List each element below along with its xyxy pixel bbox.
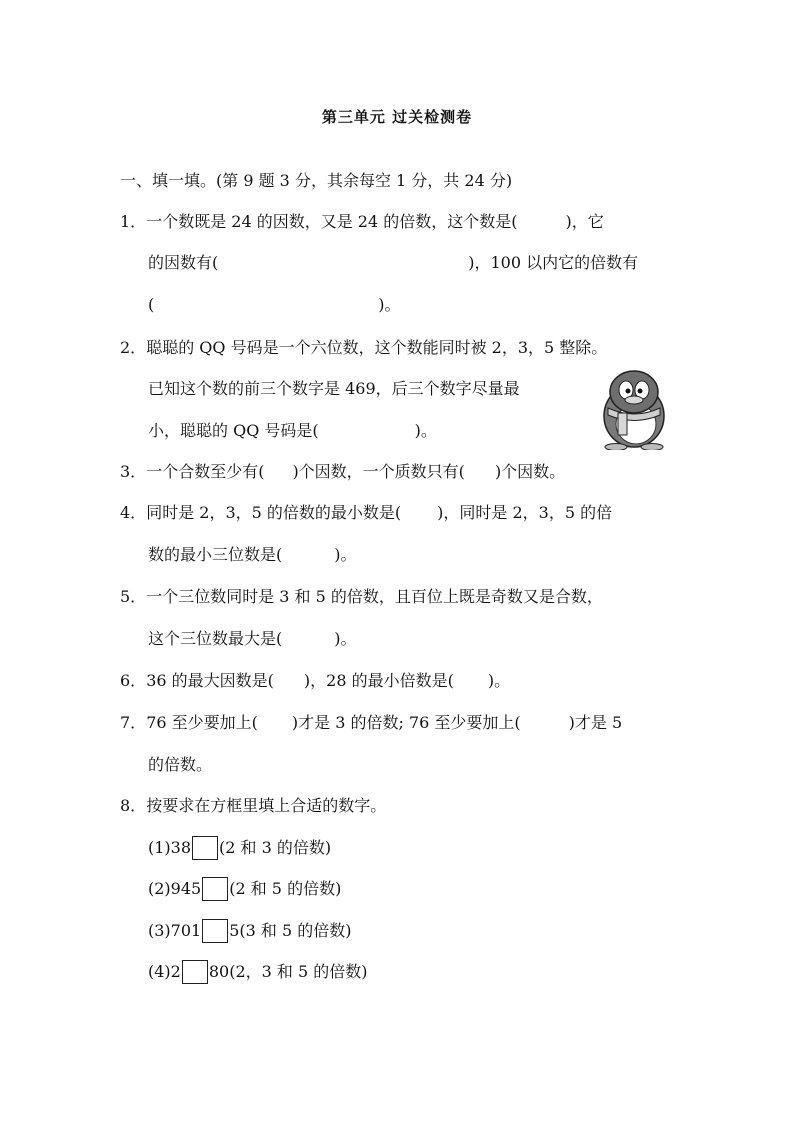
q1-text-d: )，100 以内它的倍数有: [468, 253, 639, 272]
q5-text-b: 这个三位数最大是(: [148, 629, 283, 648]
q7-text-b: )才是 3 的倍数; 76 至少要加上(: [291, 713, 521, 732]
q7-line2: 的倍数。: [148, 755, 213, 774]
q2-line2: 已知这个数的前三个数字是 469，后三个数字尽量最: [148, 379, 520, 398]
q8-item-suffix: (2 和 5 的倍数): [229, 879, 342, 898]
q4-text-b: )，同时是 2，3，5 的倍: [437, 503, 613, 522]
q4-line2: [148, 544, 357, 566]
q2-text-a: 聪聪的 QQ 号码是一个六位数，这个数能同时被 2，3，5 整除。: [146, 338, 608, 357]
q7-number: 7．: [120, 713, 147, 732]
q2-text-c: )。: [414, 421, 437, 440]
q8-item-suffix: (2 和 3 的倍数): [219, 838, 332, 857]
q4-number: 4．: [120, 503, 147, 522]
section-heading: 一、填一填。(第 9 题 3 分，其余每空 1 分，共 24 分): [120, 171, 513, 190]
q3-line: [120, 461, 565, 483]
digit-box[interactable]: [202, 919, 228, 943]
q7-text-c: )才是 5: [568, 713, 623, 732]
q8-text: 按要求在方框里填上合适的数字。: [146, 796, 387, 815]
q4-text-c: 数的最小三位数是(: [148, 545, 283, 564]
q6-text-b: )，28 的最小倍数是(: [303, 671, 454, 690]
q5-line1: [120, 586, 603, 608]
q5-number: 5．: [120, 587, 147, 606]
q3-text-c: )个因数。: [494, 462, 566, 481]
q8-item-3: [148, 919, 352, 943]
q3-number: 3．: [120, 462, 147, 481]
q5-text-c: )。: [334, 629, 357, 648]
penguin-icon: [596, 368, 672, 450]
q1-line1: [120, 211, 604, 233]
q4-line1: [120, 502, 612, 524]
q8-line: [120, 795, 386, 817]
q3-text-a: 一个合数至少有(: [146, 462, 265, 481]
q8-item-prefix: (3)701: [148, 921, 202, 940]
page-title: 第三单元 过关检测卷: [321, 108, 473, 126]
q8-item-prefix: (4)2: [148, 962, 181, 981]
q2-number: 2．: [120, 338, 147, 357]
q8-item-1: [148, 836, 331, 860]
digit-box[interactable]: [202, 877, 228, 901]
q1-text-a: 一个数既是 24 的因数，又是 24 的倍数，这个数是(: [146, 212, 518, 231]
q2-text-b: 小，聪聪的 QQ 号码是(: [148, 421, 319, 440]
q2-line1: [120, 337, 607, 359]
digit-box[interactable]: [182, 960, 208, 984]
q8-item-prefix: (1)38: [148, 838, 192, 857]
digit-box[interactable]: [192, 836, 218, 860]
q8-item-suffix: 80(2，3 和 5 的倍数): [208, 962, 368, 981]
q6-number: 6．: [120, 671, 147, 690]
q1-text-b: )，它: [565, 212, 604, 231]
q1-text-c: 的因数有(: [148, 253, 219, 272]
q6-text-a: 36 的最大因数是(: [146, 671, 274, 690]
q1-text-e: (: [148, 295, 155, 314]
q6-text-c: )。: [487, 671, 511, 690]
q2-line3: [148, 420, 437, 442]
q4-text-d: )。: [334, 545, 357, 564]
q8-item-prefix: (2)945: [148, 879, 202, 898]
q6-line: [120, 670, 510, 692]
q8-item-4: [148, 960, 368, 984]
q8-item-suffix: 5(3 和 5 的倍数): [229, 921, 352, 940]
q3-text-b: )个因数，一个质数只有(: [292, 462, 465, 481]
q8-number: 8．: [120, 796, 147, 815]
q4-text-a: 同时是 2，3，5 的倍数的最小数是(: [146, 503, 402, 522]
q1-text-f: )。: [378, 295, 401, 314]
q1-line2: [148, 252, 638, 274]
q5-text-a: 一个三位数同时是 3 和 5 的倍数，且百位上既是奇数又是合数，: [146, 587, 603, 606]
q8-item-2: [148, 877, 341, 901]
q7-text-a: 76 至少要加上(: [146, 713, 258, 732]
q1-number: 1．: [120, 212, 147, 231]
q5-line2: [148, 628, 357, 650]
q7-line1: [120, 712, 622, 734]
q1-line3: [148, 294, 401, 316]
